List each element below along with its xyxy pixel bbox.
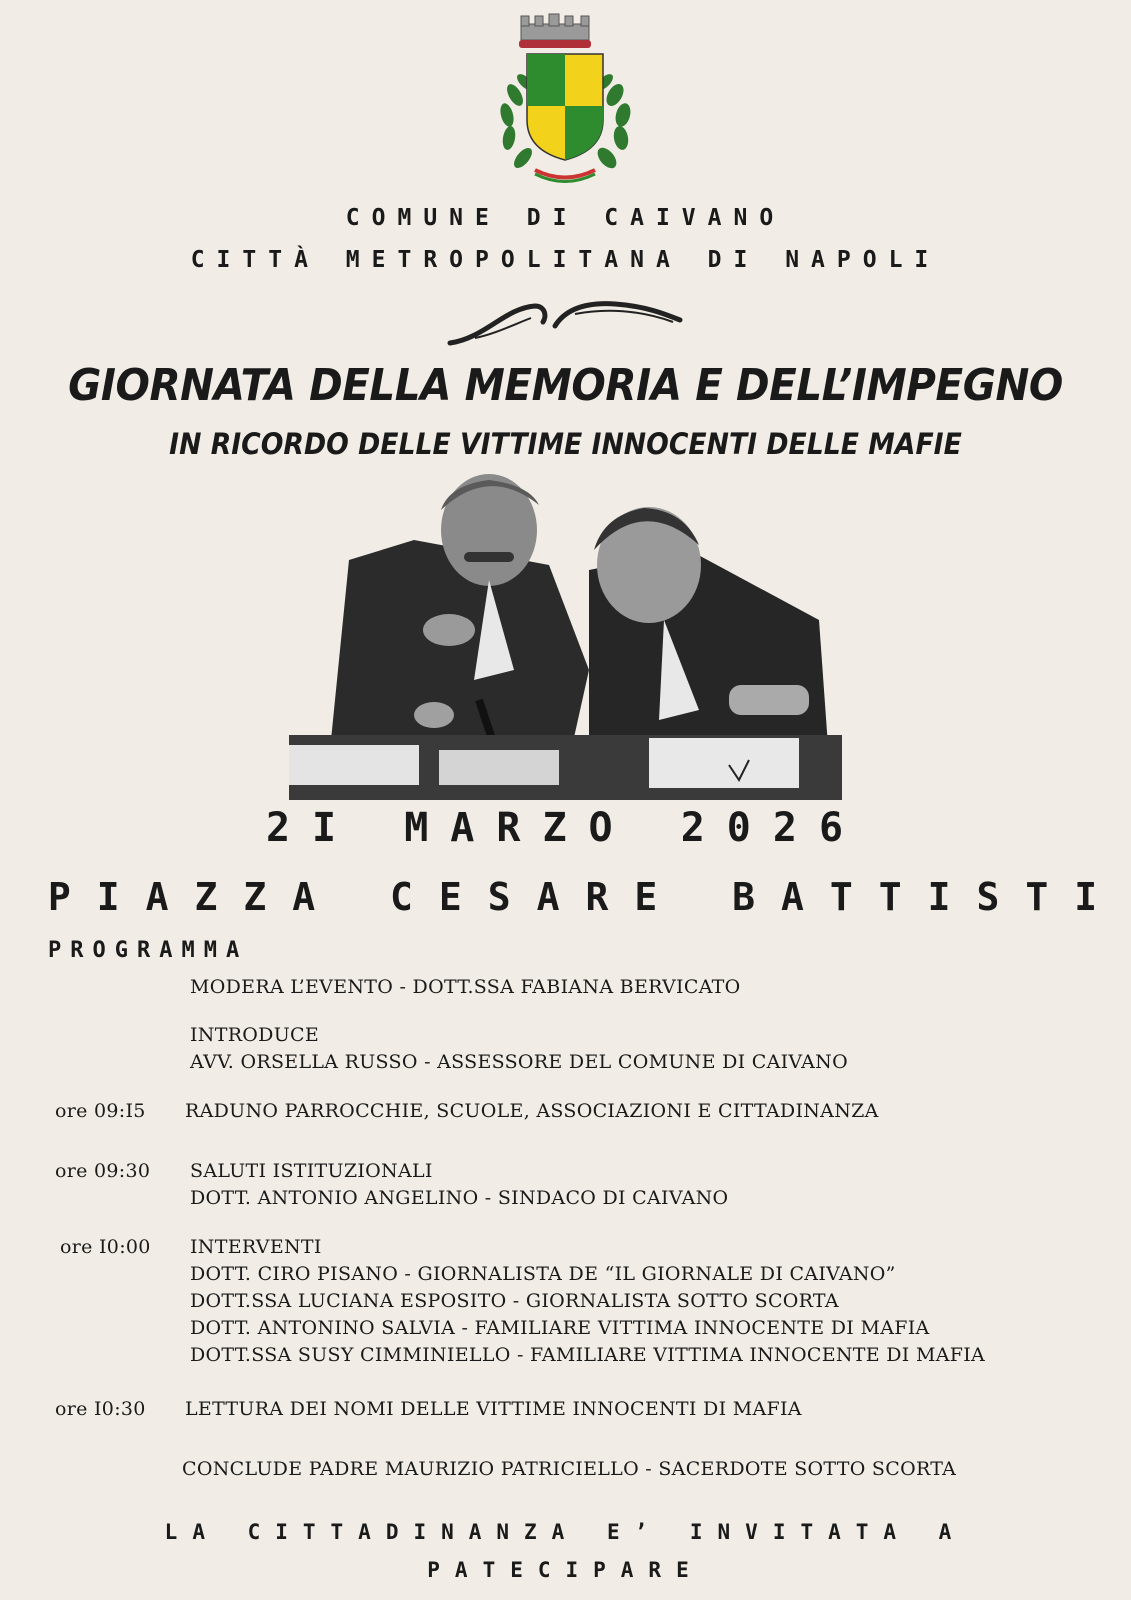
- intervento-item: DOTT. CIRO PISANO - GIORNALISTA DE “IL GIORNALE DI CAIVANO”: [190, 1263, 896, 1285]
- header-comune: COMUNE DI CAIVANO: [345, 205, 786, 231]
- time-0930: ore 09:30: [55, 1160, 151, 1182]
- time-0915: ore 09:I5: [55, 1100, 146, 1122]
- saluti-line: SALUTI ISTITUZIONALI: [190, 1160, 433, 1182]
- programma-heading: PROGRAMMA: [48, 938, 249, 963]
- historical-photo: [289, 470, 842, 800]
- time-1030: ore I0:30: [55, 1398, 146, 1420]
- decorative-swash-icon: [435, 298, 695, 358]
- conclude-line: CONCLUDE PADRE MAURIZIO PATRICIELLO - SACERDOTE SOTTO SCORTA: [182, 1458, 957, 1480]
- introduce-name: AVV. ORSELLA RUSSO - ASSESSORE DEL COMUNE DI CAIVANO: [190, 1051, 848, 1073]
- interventi-line: INTERVENTI: [190, 1236, 322, 1258]
- coat-of-arms-icon: [485, 10, 645, 190]
- page-title: GIORNATA DELLA MEMORIA E DELL’IMPEGNO: [68, 360, 1063, 411]
- time-1000: ore I0:00: [60, 1236, 151, 1258]
- crown-icon: [519, 14, 591, 48]
- sindaco-line: DOTT. ANTONIO ANGELINO - SINDACO DI CAIVANO: [190, 1187, 729, 1209]
- modera-line: MODERA L’EVENTO - DOTT.SSA FABIANA BERVICATO: [190, 976, 741, 998]
- intervento-item: DOTT. ANTONINO SALVIA - FAMILIARE VITTIMA INNOCENTE DI MAFIA: [190, 1317, 930, 1339]
- intervento-item: DOTT.SSA LUCIANA ESPOSITO - GIORNALISTA SOTTO SCORTA: [190, 1290, 839, 1312]
- event-date: 2I MARZO 2026: [265, 805, 866, 851]
- lettura-line: LETTURA DEI NOMI DELLE VITTIME INNOCENTI DI MAFIA: [185, 1398, 802, 1420]
- intervento-item: DOTT.SSA SUSY CIMMINIELLO - FAMILIARE VITTIMA INNOCENTE DI MAFIA: [190, 1344, 986, 1366]
- footer-partecipare: PATECIPARE: [427, 1558, 704, 1582]
- introduce-label: INTRODUCE: [190, 1024, 320, 1046]
- raduno-line: RADUNO PARROCCHIE, SCUOLE, ASSOCIAZIONI E CITTADINANZA: [185, 1100, 879, 1122]
- footer-invite: LA CITTADINANZA E’ INVITATA A: [164, 1520, 967, 1544]
- page-subtitle: IN RICORDO DELLE VITTIME INNOCENTI DELLE MAFIE: [169, 427, 962, 461]
- header-citta: CITTÀ METROPOLITANA DI NAPOLI: [190, 247, 941, 273]
- event-place: PIAZZA CESARE BATTISTI: [47, 875, 1124, 919]
